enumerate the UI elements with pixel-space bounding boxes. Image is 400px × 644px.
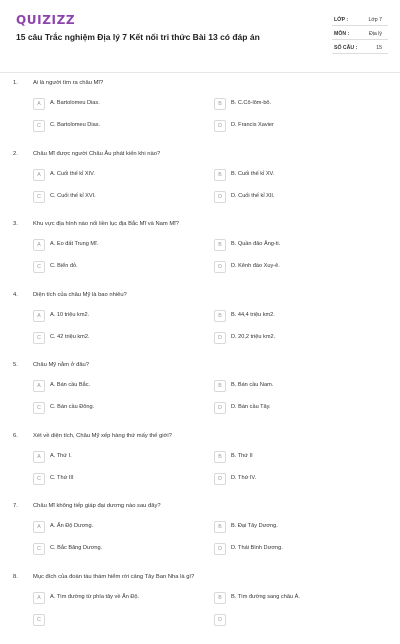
option-letter-box: C — [33, 473, 45, 485]
option-text: B. Quần đảo Ăng-ti. — [231, 241, 281, 247]
option-letter-box: B — [214, 169, 226, 181]
question-text: Xét về diện tích, Châu Mỹ xếp hàng thứ mấy thế giới? — [33, 432, 172, 439]
option-text: B. Cuối thế kỉ XV. — [231, 170, 275, 177]
question-text: Ai là người tìm ra châu Mĩ? — [33, 80, 104, 86]
option-text: B. 44,4 triệu km2. — [231, 311, 275, 318]
answer-option-a[interactable] — [33, 169, 205, 181]
answer-option-c[interactable] — [33, 543, 205, 555]
option-text: C. Biển đỏ. — [50, 263, 78, 269]
option-letter-box: D — [214, 191, 226, 203]
option-letter-box: D — [214, 614, 226, 626]
meta-label: MÔN : — [334, 31, 350, 37]
option-text: A. Thứ I. — [50, 452, 72, 459]
option-letter-box: B — [214, 521, 226, 533]
option-letter-box: A — [33, 451, 45, 463]
option-text: D. Thứ IV. — [231, 474, 257, 481]
answer-option-b[interactable] — [214, 169, 386, 181]
answer-option-c[interactable] — [33, 120, 205, 132]
meta-underline — [332, 25, 388, 26]
question-item — [0, 221, 400, 291]
question-text: Mục đích của đoàn tàu thám hiểm rời cảng Tây Ban Nha là gì? — [33, 573, 195, 580]
answer-option-b[interactable] — [214, 451, 386, 463]
option-letter-box: B — [214, 592, 226, 604]
option-text: A. Cuối thế kỉ XIV. — [50, 170, 95, 177]
question-number: 5. — [13, 362, 18, 368]
question-number: 1. — [13, 80, 18, 86]
option-text: A. Bán cầu Bắc. — [50, 382, 91, 388]
option-text: D. Francis Xavier — [231, 122, 274, 128]
option-text: D. Bán cầu Tây. — [231, 404, 271, 410]
answer-option-c[interactable] — [33, 191, 205, 203]
option-letter-box: B — [214, 380, 226, 392]
answer-option-a[interactable] — [33, 380, 205, 392]
option-letter-box: A — [33, 98, 45, 110]
option-letter-box: A — [33, 592, 45, 604]
option-text: C. Bartolomeu Dias. — [50, 122, 101, 128]
option-text: B. Tìm đường sang châu Á. — [231, 593, 300, 600]
option-letter-box: C — [33, 120, 45, 132]
answer-option-b[interactable] — [214, 98, 386, 110]
option-letter-box: D — [214, 261, 226, 273]
meta-value: Địa lý — [369, 31, 382, 37]
option-text: C. 42 triệu km2. — [50, 333, 90, 340]
answer-option-d[interactable] — [214, 332, 386, 344]
option-text: D. Cuối thế kỉ XII. — [231, 192, 275, 199]
question-item — [0, 503, 400, 573]
meta-underline — [332, 53, 388, 54]
question-item — [0, 362, 400, 432]
question-number: 4. — [13, 291, 18, 298]
answer-option-a[interactable] — [33, 98, 205, 110]
option-letter-box: D — [214, 332, 226, 344]
question-item — [0, 80, 400, 150]
option-text: A. Ấn Độ Dương. — [50, 523, 94, 529]
option-letter-box: A — [33, 521, 45, 533]
answer-option-c[interactable] — [33, 473, 205, 485]
answer-option-d[interactable] — [214, 614, 386, 626]
document-title: 15 câu Trắc nghiệm Địa lý 7 Kết nối tri thức Bài 13 có đáp án — [16, 32, 260, 42]
question-text: Châu Mỹ nằm ở đâu? — [33, 362, 90, 368]
question-text: Châu Mĩ được người Châu Âu phát kiến khi nào? — [33, 150, 161, 157]
option-letter-box: C — [33, 543, 45, 555]
answer-option-a[interactable] — [33, 592, 205, 604]
option-text: A. 10 triệu km2. — [50, 311, 90, 318]
question-item — [0, 574, 400, 644]
option-letter-box: C — [33, 614, 45, 626]
option-text: D. Thái Bình Dương. — [231, 545, 283, 551]
answer-option-c[interactable] — [33, 402, 205, 414]
answer-option-d[interactable] — [214, 120, 386, 132]
option-text: B. Thứ II — [231, 452, 253, 459]
meta-row — [332, 14, 388, 26]
option-letter-box: B — [214, 239, 226, 251]
answer-option-d[interactable] — [214, 261, 386, 273]
answer-option-a[interactable] — [33, 451, 205, 463]
page-header — [0, 0, 400, 62]
option-letter-box: C — [33, 332, 45, 344]
meta-label: LỚP : — [334, 17, 349, 23]
answer-option-a[interactable] — [33, 310, 205, 322]
option-letter-box: D — [214, 120, 226, 132]
question-number: 7. — [13, 503, 18, 509]
option-text: B. Bán cầu Nam. — [231, 382, 274, 388]
option-letter-box: B — [214, 451, 226, 463]
question-number: 2. — [13, 150, 18, 157]
header-divider — [0, 72, 400, 73]
option-text: A. Eo đất Trung Mĩ. — [50, 241, 99, 247]
question-number: 8. — [13, 573, 18, 580]
option-letter-box: B — [214, 310, 226, 322]
option-text: D. Kênh đào Xuy-ê. — [231, 263, 280, 269]
option-text: B. Đại Tây Dương. — [231, 523, 278, 529]
option-letter-box: D — [214, 473, 226, 485]
option-letter-box: D — [214, 543, 226, 555]
question-number: 3. — [13, 221, 18, 227]
option-letter-box: C — [33, 191, 45, 203]
option-letter-box: C — [33, 261, 45, 273]
answer-option-c[interactable] — [33, 614, 205, 626]
answer-option-d[interactable] — [214, 191, 386, 203]
meta-row — [332, 28, 388, 40]
option-text: C. Cuối thế kỉ XVI. — [50, 192, 96, 199]
option-text: D. 20,2 triệu km2. — [231, 333, 276, 340]
question-text: Châu Mĩ không tiếp giáp đại dương nào sau đây? — [33, 503, 161, 509]
answer-option-b[interactable] — [214, 592, 386, 604]
option-letter-box: A — [33, 239, 45, 251]
question-text: Khu vực địa hình nào nối liền lục địa Bắc Mĩ và Nam Mĩ? — [33, 221, 179, 227]
option-text: C. Bắc Băng Dương. — [50, 545, 103, 551]
answer-option-a[interactable] — [33, 521, 205, 533]
answer-option-c[interactable] — [33, 261, 205, 273]
option-letter-box: C — [33, 402, 45, 414]
answer-option-d[interactable] — [214, 473, 386, 485]
meta-underline — [332, 39, 388, 40]
quizizz-logo: QUIZIZZ — [16, 13, 76, 27]
option-letter-box: A — [33, 169, 45, 181]
answer-option-b[interactable] — [214, 380, 386, 392]
option-letter-box: B — [214, 98, 226, 110]
meta-value: Lớp 7 — [368, 17, 382, 23]
answer-option-b[interactable] — [214, 521, 386, 533]
option-text: B. C.Cô-lôm-bô. — [231, 100, 272, 106]
option-letter-box: A — [33, 310, 45, 322]
answer-option-c[interactable] — [33, 332, 205, 344]
option-text: A. Tìm đường từ phía tây về Ấn Độ. — [50, 593, 140, 600]
meta-label: SỐ CÂU : — [334, 45, 358, 51]
answer-option-d[interactable] — [214, 543, 386, 555]
answer-option-b[interactable] — [214, 239, 386, 251]
option-letter-box: D — [214, 402, 226, 414]
answer-option-d[interactable] — [214, 402, 386, 414]
question-item — [0, 292, 400, 362]
option-text: A. Bartolomeu Dias. — [50, 100, 100, 106]
answer-option-b[interactable] — [214, 310, 386, 322]
question-item — [0, 433, 400, 503]
meta-row — [332, 42, 388, 54]
option-text: C. Bán cầu Đông. — [50, 404, 95, 410]
question-item — [0, 151, 400, 221]
option-letter-box: A — [33, 380, 45, 392]
question-number: 6. — [13, 432, 18, 439]
meta-value: 15 — [376, 45, 382, 51]
option-text: C. Thứ III — [50, 474, 74, 481]
question-text: Diện tích của châu Mỹ là bao nhiêu? — [33, 291, 127, 298]
answer-option-a[interactable] — [33, 239, 205, 251]
